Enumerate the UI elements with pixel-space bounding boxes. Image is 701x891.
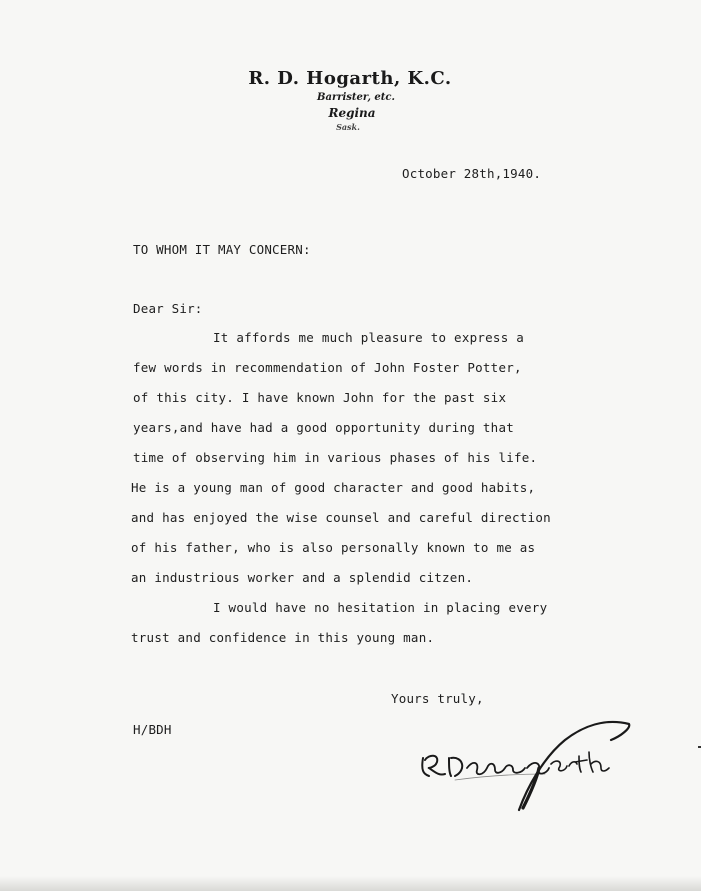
addressee-line: TO WHOM IT MAY CONCERN: xyxy=(133,242,311,257)
body-line: years,and have had a good opportunity during that xyxy=(133,420,515,435)
body-line: It affords me much pleasure to express a xyxy=(213,330,525,345)
page-bottom-edge xyxy=(0,876,701,891)
letter-date: October 28th,1940. xyxy=(402,166,542,181)
letterhead-city: Regina xyxy=(328,106,376,120)
closing: Yours truly, xyxy=(391,691,484,706)
body-line: of this city. I have known John for the past six xyxy=(133,390,507,405)
letterhead-role: Barrister, etc. xyxy=(317,92,395,103)
letterhead-province: Sask. xyxy=(336,122,360,132)
body-line: I would have no hesitation in placing every xyxy=(213,600,548,615)
letterhead xyxy=(230,68,470,132)
handwritten-signature xyxy=(415,718,640,818)
body-line: of his father, who is also personally known to me as xyxy=(131,540,536,555)
body-line: few words in recommendation of John Foster Potter, xyxy=(133,360,522,375)
letterhead-name: R. D. Hogarth, K.C. xyxy=(248,68,452,89)
body-line: an industrious worker and a splendid citzen. xyxy=(131,570,474,585)
body-line: and has enjoyed the wise counsel and careful direction xyxy=(131,510,551,525)
body-line: He is a young man of good character and good habits, xyxy=(131,480,536,495)
body-line: time of observing him in various phases of his life. xyxy=(133,450,538,465)
salutation: Dear Sir: xyxy=(133,301,203,316)
reference-initials: H/BDH xyxy=(133,722,172,737)
body-line: trust and confidence in this young man. xyxy=(131,630,435,645)
